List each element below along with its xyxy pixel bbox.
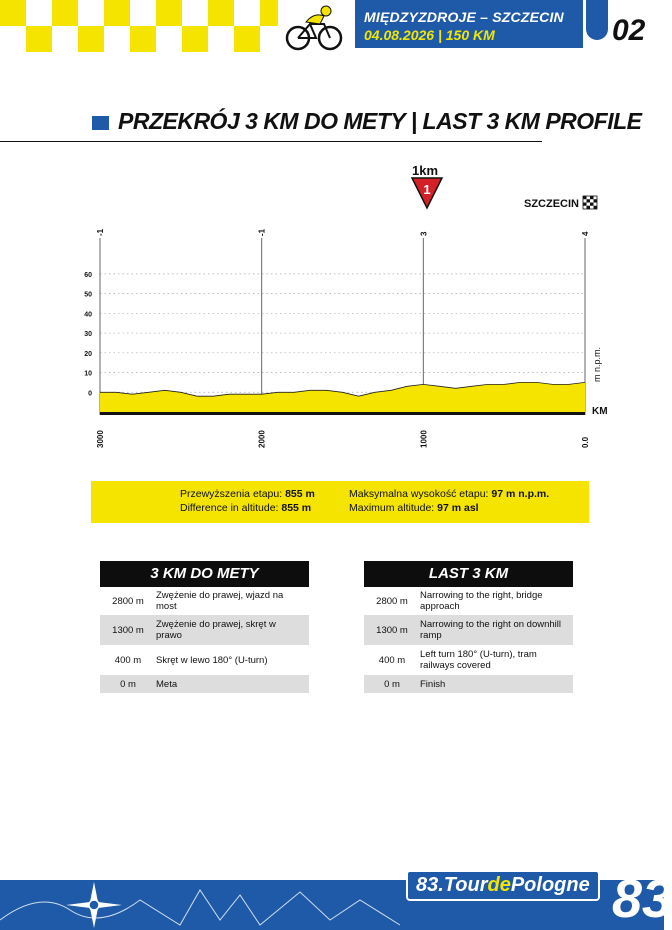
finish-label: SZCZECIN — [524, 198, 579, 210]
row-distance: 400 m — [378, 654, 406, 666]
km-top-labels — [96, 228, 590, 236]
row-text: Left turn 180° (U-turn), tram railways covered — [420, 649, 537, 671]
compass-rose-icon — [64, 880, 124, 930]
diff-pl-label: Przewyższenia etapu: — [180, 488, 283, 500]
altitude-tick-label: 50 — [84, 291, 92, 299]
altitude-tick-label: 40 — [84, 311, 92, 319]
table-row — [364, 615, 573, 645]
elevation-area — [100, 382, 585, 412]
road-bar — [100, 412, 585, 415]
km-top-label: 3 — [419, 231, 429, 236]
altitude-tick-label: 0 — [88, 390, 92, 398]
row-distance: 400 m — [114, 654, 142, 666]
table-row — [100, 587, 309, 615]
km-top-label: -1 — [96, 228, 105, 236]
altitude-tick-label: 10 — [84, 370, 92, 378]
row-distance: 2800 m — [376, 595, 408, 607]
stage-tab-shape — [586, 0, 608, 40]
cyclist-icon — [284, 2, 344, 52]
table-en-title: LAST 3 KM — [364, 561, 573, 587]
distance-labels — [96, 430, 590, 448]
stage-number: 02 — [612, 14, 646, 47]
km-top-label: 4 — [581, 231, 590, 236]
unit-label: m n.p.m. — [592, 346, 602, 382]
table-pl-title: 3 KM DO METY — [100, 561, 309, 587]
tour-de-pologne-logo: 83.TourdePologne — [406, 870, 600, 901]
checkered-banner — [0, 0, 278, 52]
distance-label: 3000 — [96, 430, 105, 448]
row-text: Skręt w lewo 180° (U-turn) — [156, 654, 268, 666]
altitude-tick-label: 60 — [84, 271, 92, 279]
distance-label: 1000 — [419, 430, 429, 448]
row-text: Zwężenie do prawej, skręt w prawo — [156, 619, 276, 641]
edition-number: 83 — [612, 869, 672, 929]
table-pl — [100, 561, 309, 693]
marker-number: 1 — [423, 182, 431, 197]
row-text: Meta — [156, 678, 178, 690]
marker-label: 1km — [412, 163, 439, 178]
max-pl-label: Maksymalna wysokość etapu: — [349, 488, 489, 500]
page-title: PRZEKRÓJ 3 KM DO METY | LAST 3 KM PROFILE — [118, 108, 642, 134]
stage-info-box — [355, 0, 583, 48]
distance-label: 2000 — [257, 430, 267, 448]
max-en-label: Maximum altitude: — [349, 502, 435, 514]
row-text: Finish — [420, 678, 446, 690]
stage-route: MIĘDZYZDROJE – SZCZECIN — [364, 9, 564, 25]
title-divider — [0, 141, 542, 142]
diff-en-label: Difference in altitude: — [180, 502, 279, 514]
stage-date-distance: 04.08.2026 | 150 KM — [364, 27, 495, 43]
profile-chart — [0, 150, 664, 470]
table-row — [100, 615, 309, 645]
table-row — [364, 587, 573, 615]
row-distance: 2800 m — [112, 595, 144, 607]
altitude-tick-label: 30 — [84, 331, 92, 339]
finish-flag-icon — [583, 196, 597, 209]
table-row — [364, 675, 573, 693]
table-en — [364, 561, 573, 693]
distance-label: 0.0 — [581, 436, 590, 448]
row-distance: 1300 m — [112, 624, 144, 636]
altitude-tick-label: 20 — [84, 350, 92, 358]
table-row — [100, 645, 309, 675]
row-text: Narrowing to the right on downhill ramp — [420, 619, 561, 641]
stats-panel — [91, 481, 589, 523]
table-row — [364, 645, 573, 675]
row-distance: 0 m — [384, 678, 400, 690]
km-top-label: -1 — [257, 228, 267, 236]
row-distance: 1300 m — [376, 624, 408, 636]
table-row — [100, 675, 309, 693]
title-square-icon — [92, 116, 109, 130]
row-text: Zwężenie do prawej, wjazd na most — [156, 590, 284, 612]
max-en-value: 97 m asl — [437, 502, 479, 514]
max-pl-value: 97 m n.p.m. — [491, 488, 550, 500]
chart-grid — [100, 274, 585, 392]
km-label: KM — [592, 406, 608, 417]
altitude-ticks — [84, 272, 92, 397]
row-distance: 0 m — [120, 678, 136, 690]
diff-pl-value: 855 m — [285, 488, 315, 500]
diff-en-value: 855 m — [281, 502, 312, 514]
row-text: Narrowing to the right, bridge approach — [420, 590, 543, 612]
